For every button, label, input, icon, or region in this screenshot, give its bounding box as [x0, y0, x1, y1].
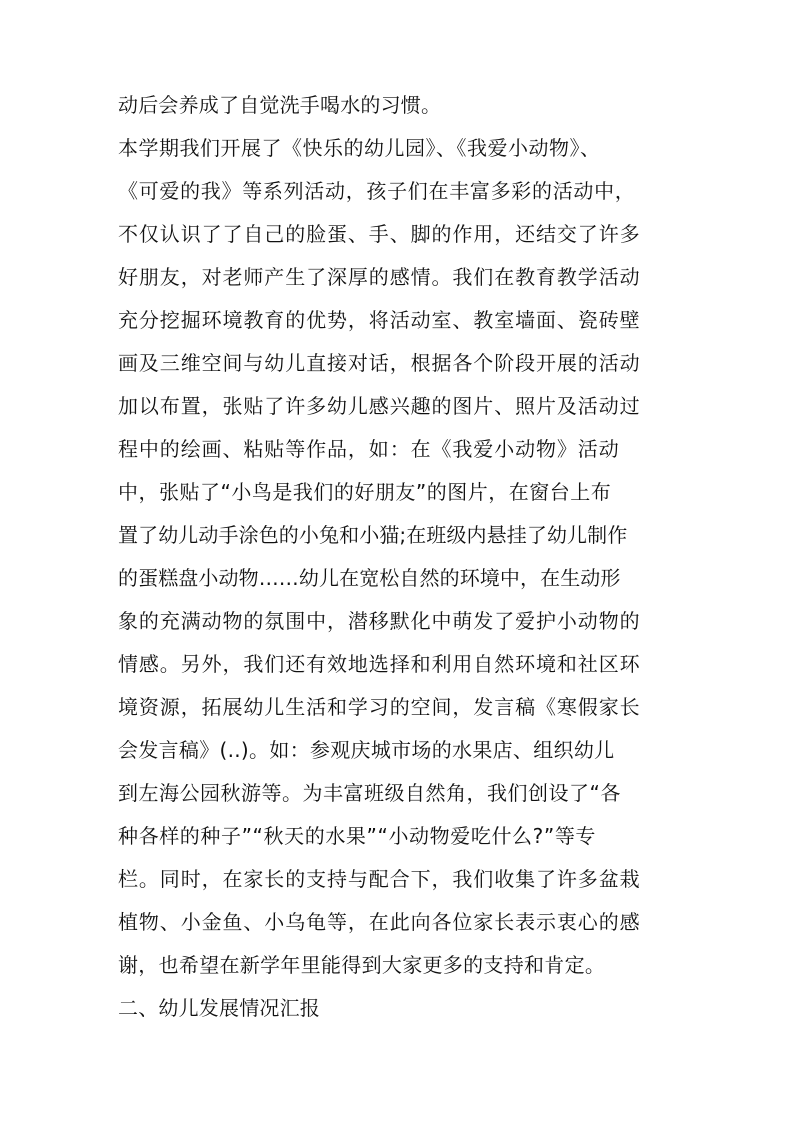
paragraph-line: 象的充满动物的氛围中，潜移默化中萌发了爱护小动物的 — [118, 609, 641, 633]
paragraph-line: 会发言稿》(..)。如：参观庆城市场的水果店、组织幼儿 — [118, 738, 615, 762]
paragraph-line: 不仅认识了了自己的脸蛋、手、脚的作用，还结交了许多 — [118, 222, 641, 246]
paragraph-line: 本学期我们开展了《快乐的幼儿园》、《我爱小动物》、 — [118, 136, 601, 160]
paragraph-line: 植物、小金鱼、小乌龟等，在此向各位家长表示衷心的感 — [118, 910, 641, 934]
paragraph-line: 画及三维空间与幼儿直接对话，根据各个阶段开展的活动 — [118, 351, 641, 375]
paragraph-line: 程中的绘画、粘贴等作品，如：在《我爱小动物》活动 — [118, 437, 620, 461]
paragraph-line: 种各样的种子”“秋天的水果”“小动物爱吃什么?”等专 — [118, 824, 597, 848]
paragraph-line: 中，张贴了“小鸟是我们的好朋友”的图片，在窗台上布 — [118, 480, 612, 504]
paragraph-line: 置了幼儿动手涂色的小兔和小猫;在班级内悬挂了幼儿制作 — [118, 523, 628, 547]
paragraph-line: 到左海公园秋游等。为丰富班级自然角，我们创设了“各 — [118, 781, 621, 805]
paragraph-line: 的蛋糕盘小动物……幼儿在宽松自然的环境中，在生动形 — [118, 566, 621, 590]
section-heading: 二、幼儿发展情况汇报 — [118, 996, 320, 1020]
paragraph-line: 好朋友，对老师产生了深厚的感情。我们在教育教学活动 — [118, 265, 641, 289]
paragraph-line: 境资源，拓展幼儿生活和学习的空间，发言稿《寒假家长 — [118, 695, 641, 719]
paragraph-line: 谢，也希望在新学年里能得到大家更多的支持和肯定。 — [118, 953, 606, 977]
paragraph-line: 《可爱的我》等系列活动，孩子们在丰富多彩的活动中， — [118, 179, 636, 203]
paragraph-line: 充分挖掘环境教育的优势，将活动室、教室墙面、瓷砖壁 — [118, 308, 641, 332]
paragraph-line: 动后会养成了自觉洗手喝水的习惯。 — [118, 93, 442, 117]
paragraph-line: 栏。同时，在家长的支持与配合下，我们收集了许多盆栽 — [118, 867, 641, 891]
paragraph-line: 加以布置，张贴了许多幼儿感兴趣的图片、照片及活动过 — [118, 394, 641, 418]
paragraph-line: 情感。另外，我们还有效地选择和利用自然环境和社区环 — [118, 652, 641, 676]
